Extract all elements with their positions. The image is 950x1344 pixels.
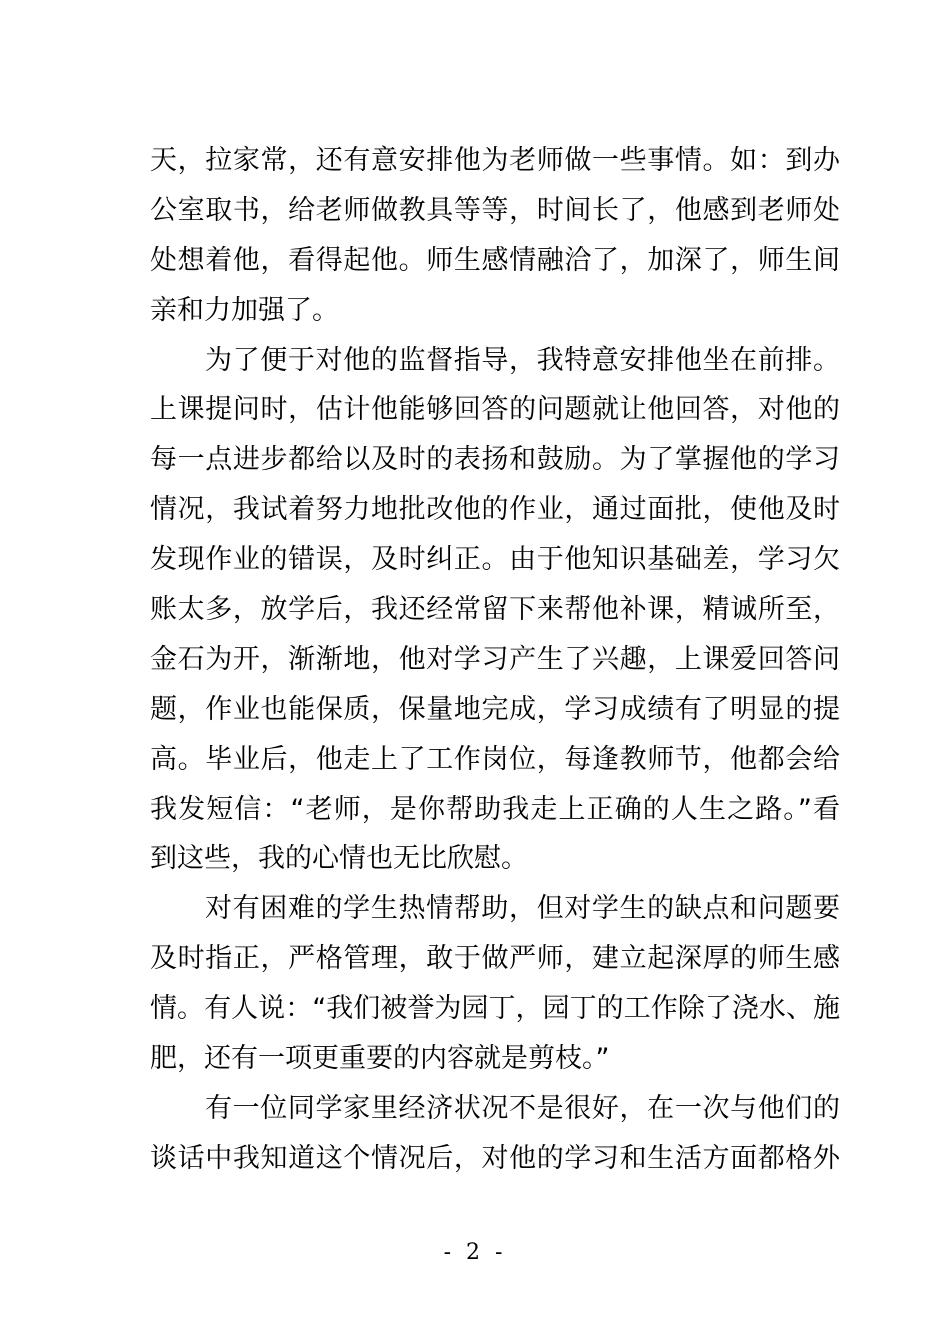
paragraph-2-line-4: 情况，我试着努力地批改他的作业，通过面批，使他及时	[150, 494, 840, 526]
paragraph-2-line-1: 为了便于对他的监督指导，我特意安排他坐在前排。	[205, 344, 840, 376]
paragraph-4-line-1: 有一位同学家里经济状况不是很好，在一次与他们的	[205, 1092, 840, 1124]
paragraph-4-line-2: 谈话中我知道这个情况后，对他的学习和生活方面都格外	[150, 1142, 840, 1174]
paragraph-1-line-3: 处想着他，看得起他。师生感情融洽了，加深了，师生间	[150, 244, 840, 276]
paragraph-2-line-8: 题，作业也能保质，保量地完成，学习成绩有了明显的提	[150, 693, 840, 725]
paragraph-2-line-2: 上课提问时，估计他能够回答的问题就让他回答，对他的	[150, 394, 840, 426]
page-number: - 2 -	[443, 1240, 507, 1265]
paragraph-2-line-9: 高。毕业后，他走上了工作岗位，每逢教师节，他都会给	[150, 743, 840, 775]
paragraph-3-line-1: 对有困难的学生热情帮助，但对学生的缺点和问题要	[205, 893, 840, 925]
paragraph-3-line-3: 情。有人说：“我们被誉为园丁，园丁的工作除了浇水、施	[150, 993, 840, 1025]
paragraph-1-line-2: 公室取书，给老师做教具等等，时间长了，他感到老师处	[150, 194, 840, 226]
paragraph-2-line-11: 到这些，我的心情也无比欣慰。	[150, 843, 528, 875]
paragraph-3-line-2: 及时指正，严格管理，敢于做严师，建立起深厚的师生感	[150, 943, 840, 975]
paragraph-2-line-7: 金石为开，渐渐地，他对学习产生了兴趣，上课爱回答问	[150, 643, 840, 675]
paragraph-2-line-3: 每一点进步都给以及时的表扬和鼓励。为了掌握他的学习	[150, 444, 840, 476]
paragraph-1-line-4: 亲和力加强了。	[150, 294, 339, 326]
paragraph-1-line-1: 天，拉家常，还有意安排他为老师做一些事情。如：到办	[150, 145, 840, 176]
paragraph-2-line-6: 账太多，放学后，我还经常留下来帮他补课，精诚所至，	[150, 594, 840, 626]
body-text	[150, 136, 840, 1184]
paragraph-2-line-5: 发现作业的错误，及时纠正。由于他知识基础差，学习欠	[150, 544, 840, 576]
paragraph-2-line-10: 我发短信：“老师，是你帮助我走上正确的人生之路。”看	[150, 793, 840, 825]
paragraph-3-line-4: 肥，还有一项更重要的内容就是剪枝。”	[150, 1043, 610, 1075]
